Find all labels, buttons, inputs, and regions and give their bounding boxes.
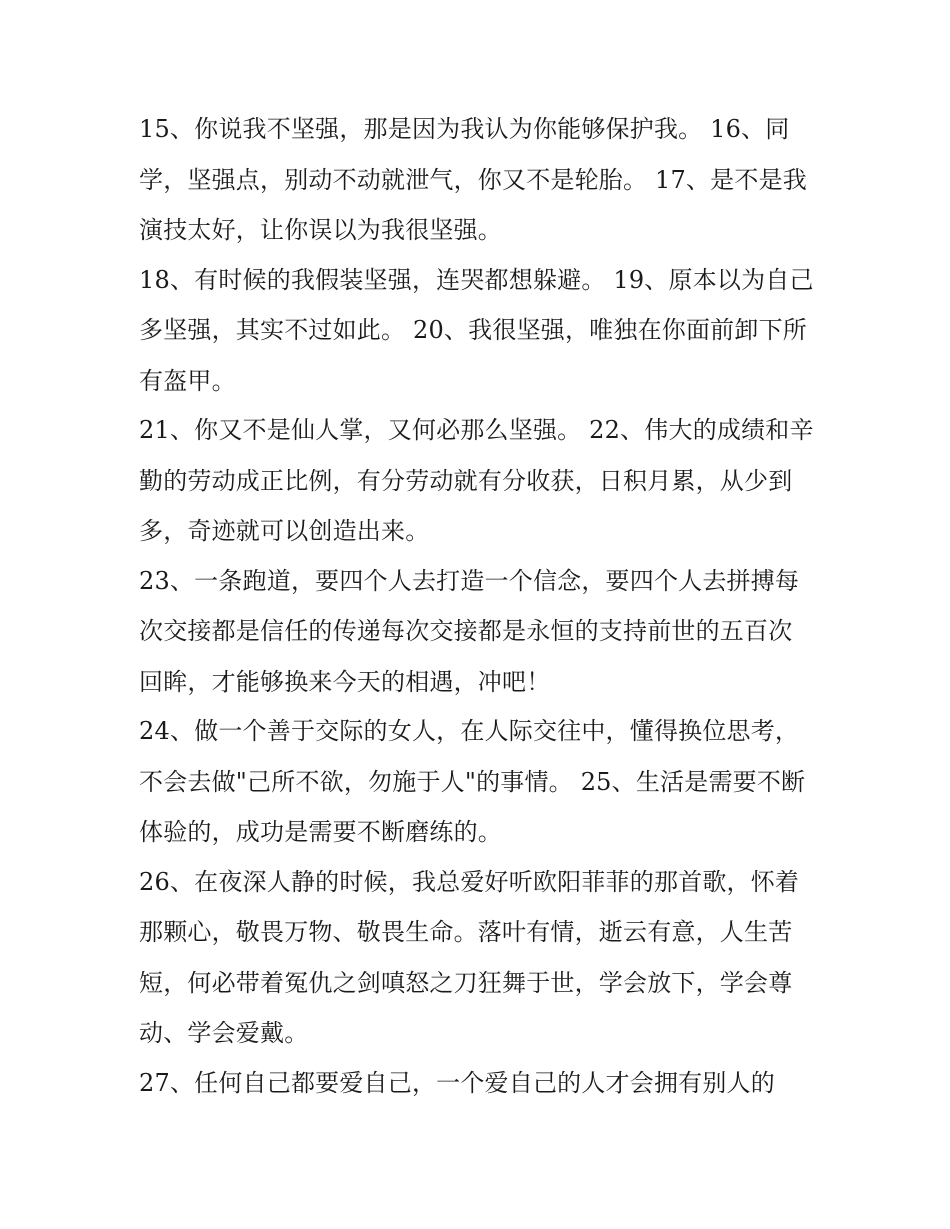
document-body [139, 104, 815, 1107]
paragraph-quotes-24-25: 24、做一个善于交际的女人，在人际交往中，懂得换位思考，不会去做"己所不欲，勿施于人"的事情。 25、生活是需要不断体验的，成功是需要不断磨练的。 [139, 717, 806, 846]
paragraph-quotes-18-20: 18、有时候的我假装坚强，连哭都想躲避。 19、原本以为自己多坚强，其实不过如此。 20、我很坚强，唯独在你面前卸下所有盔甲。 [139, 265, 814, 395]
paragraph-quotes-21-22: 21、你又不是仙人掌，又何必那么坚强。 22、伟大的成绩和辛勤的劳动成正比例，有分劳动就有分收获，日积月累，从少到多，奇迹就可以创造出来。 [139, 416, 814, 545]
paragraph-quote-23: 23、一条跑道，要四个人去打造一个信念，要四个人去拼搏每次交接都是信任的传递每次交接都是永恒的支持前世的五百次回眸，才能够换来今天的相遇，冲吧！ [139, 566, 800, 696]
paragraph-quote-26: 26、在夜深人静的时候，我总爱好听欧阳菲菲的那首歌，怀着那颗心，敬畏万物、敬畏生命。落叶有情，逝云有意，人生苦短，何必带着冤仇之剑嗔怒之刀狂舞于世，学会放下，学会尊动、学会爱戴。 [139, 867, 800, 1047]
paragraph-quotes-15-17: 15、你说我不坚强，那是因为我认为你能够保护我。 16、同学，坚强点，别动不动就泄气，你又不是轮胎。 17、是不是我演技太好，让你误以为我很坚强。 [139, 115, 807, 244]
paragraph-quote-27: 27、任何自己都要爱自己，一个爱自己的人才会拥有别人的 [139, 1068, 775, 1097]
